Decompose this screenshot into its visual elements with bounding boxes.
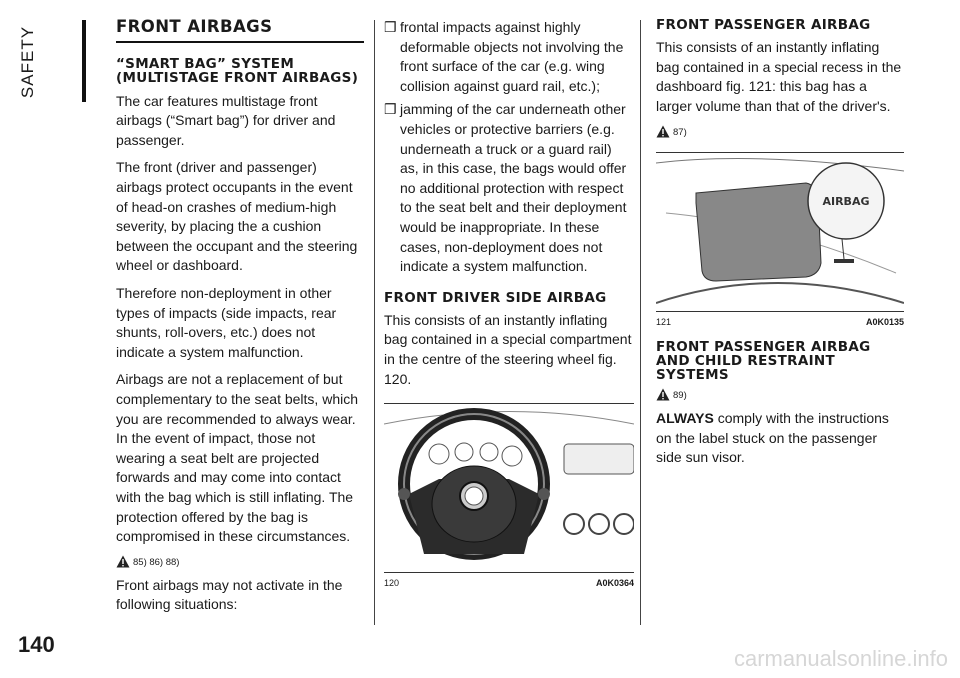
paragraph: [656, 409, 904, 468]
subsection-title: FRONT PASSENGER AIRBAG AND CHILD RESTRAINT SYSTEMS: [656, 338, 871, 383]
checkbox-bullet-icon: ❒: [384, 19, 397, 35]
figure-120: [384, 403, 634, 589]
warning-refs: 85) 86) 88): [133, 556, 180, 568]
list-item-text: frontal impacts against highly deformable objects not involving the front surface of the car (e.g. wing collision against guard rail, etc.);: [400, 19, 624, 94]
list-item: [384, 18, 634, 96]
warning-icon: [116, 555, 130, 568]
figure-number: 120: [384, 578, 400, 589]
dashboard-airbag-illustration: [656, 153, 904, 311]
figure-121: [656, 152, 904, 327]
subsection-title: “SMART BAG” SYSTEM (MULTISTAGE FRONT AIRBAGS): [116, 56, 359, 87]
column-divider: [640, 20, 641, 625]
section-title: FRONT AIRBAGS: [116, 17, 273, 36]
paragraph: This consists of an instantly inflating bag contained in a special compartment in the centre of the steering wheel fig. 120.: [384, 311, 632, 387]
emphasis-always: ALWAYS: [656, 410, 714, 427]
subsection-title: FRONT DRIVER SIDE AIRBAG: [384, 289, 607, 306]
paragraph-text: comply with the instructions on the label stuck on the passenger side sun visor.: [656, 410, 889, 466]
airbag-label: AIRBAG: [822, 194, 870, 208]
warning-icon: [656, 388, 670, 401]
section-divider: [82, 20, 86, 102]
watermark: carmanualsonline.info: [733, 646, 948, 671]
paragraph: The car features multistage front airbags (“Smart bag”) for driver and passenger.: [116, 92, 336, 148]
paragraph: The front (driver and passenger) airbags protect occupants in the event of head-on crashes of medium-high severity, by placing the a cushion between the occupant and the steering wheel or dashboard.: [116, 159, 358, 274]
warning-refs: 87): [673, 126, 687, 138]
page-number: 140: [18, 632, 55, 657]
warning-reference: [656, 388, 904, 401]
figure-caption: [384, 578, 634, 588]
paragraph: Therefore non-deployment in other types of impacts (side impacts, rear shunts, roll-overs, etc.) does not indicate a system malfunction.: [116, 285, 337, 360]
paragraph: Airbags are not a replacement of but complementary to the seat belts, which you are recommended to always wear. In the event of impact, those not wearing a seat belt are projected forwards and may come into contact with the bag which is still inflating. The protection offered by the bag is compromised in these circumstances.: [116, 371, 359, 545]
column-divider: [374, 20, 375, 625]
column-1: [116, 18, 364, 623]
figure-code: A0K0135: [865, 316, 904, 327]
warning-reference: [656, 125, 904, 138]
column-3: [656, 18, 904, 476]
list-item: [384, 100, 634, 276]
list-item-text: jamming of the car underneath other vehicles or protective barriers (e.g. underneath a truck or a guard rail) as, in this case, the bags would offer no additional protection with respect to the seat belt and their deployment would be inappropriate. In these cases, non-deployment does not indicate a system malfunction.: [400, 101, 627, 275]
section-tab: [14, 22, 42, 104]
column-2: [384, 18, 634, 589]
paragraph: Front airbags may not activate in the following situations:: [116, 576, 343, 613]
subsection-title: FRONT PASSENGER AIRBAG: [656, 17, 871, 33]
warning-refs: 89): [673, 390, 687, 402]
figure-code: A0K0364: [595, 578, 634, 589]
figure-caption: [656, 317, 904, 327]
warning-reference: [116, 555, 364, 568]
checkbox-bullet-icon: ❒: [384, 101, 397, 118]
title-rule: [116, 41, 364, 43]
figure-number: 121: [656, 316, 672, 327]
paragraph: This consists of an instantly inflating bag contained in a special recess in the dashboard fig. 121: this bag has a larger volume than that of the driver's.: [656, 39, 902, 114]
section-label: SAFETY: [18, 25, 37, 99]
steering-wheel-illustration: [384, 404, 634, 572]
warning-icon: [656, 125, 670, 138]
